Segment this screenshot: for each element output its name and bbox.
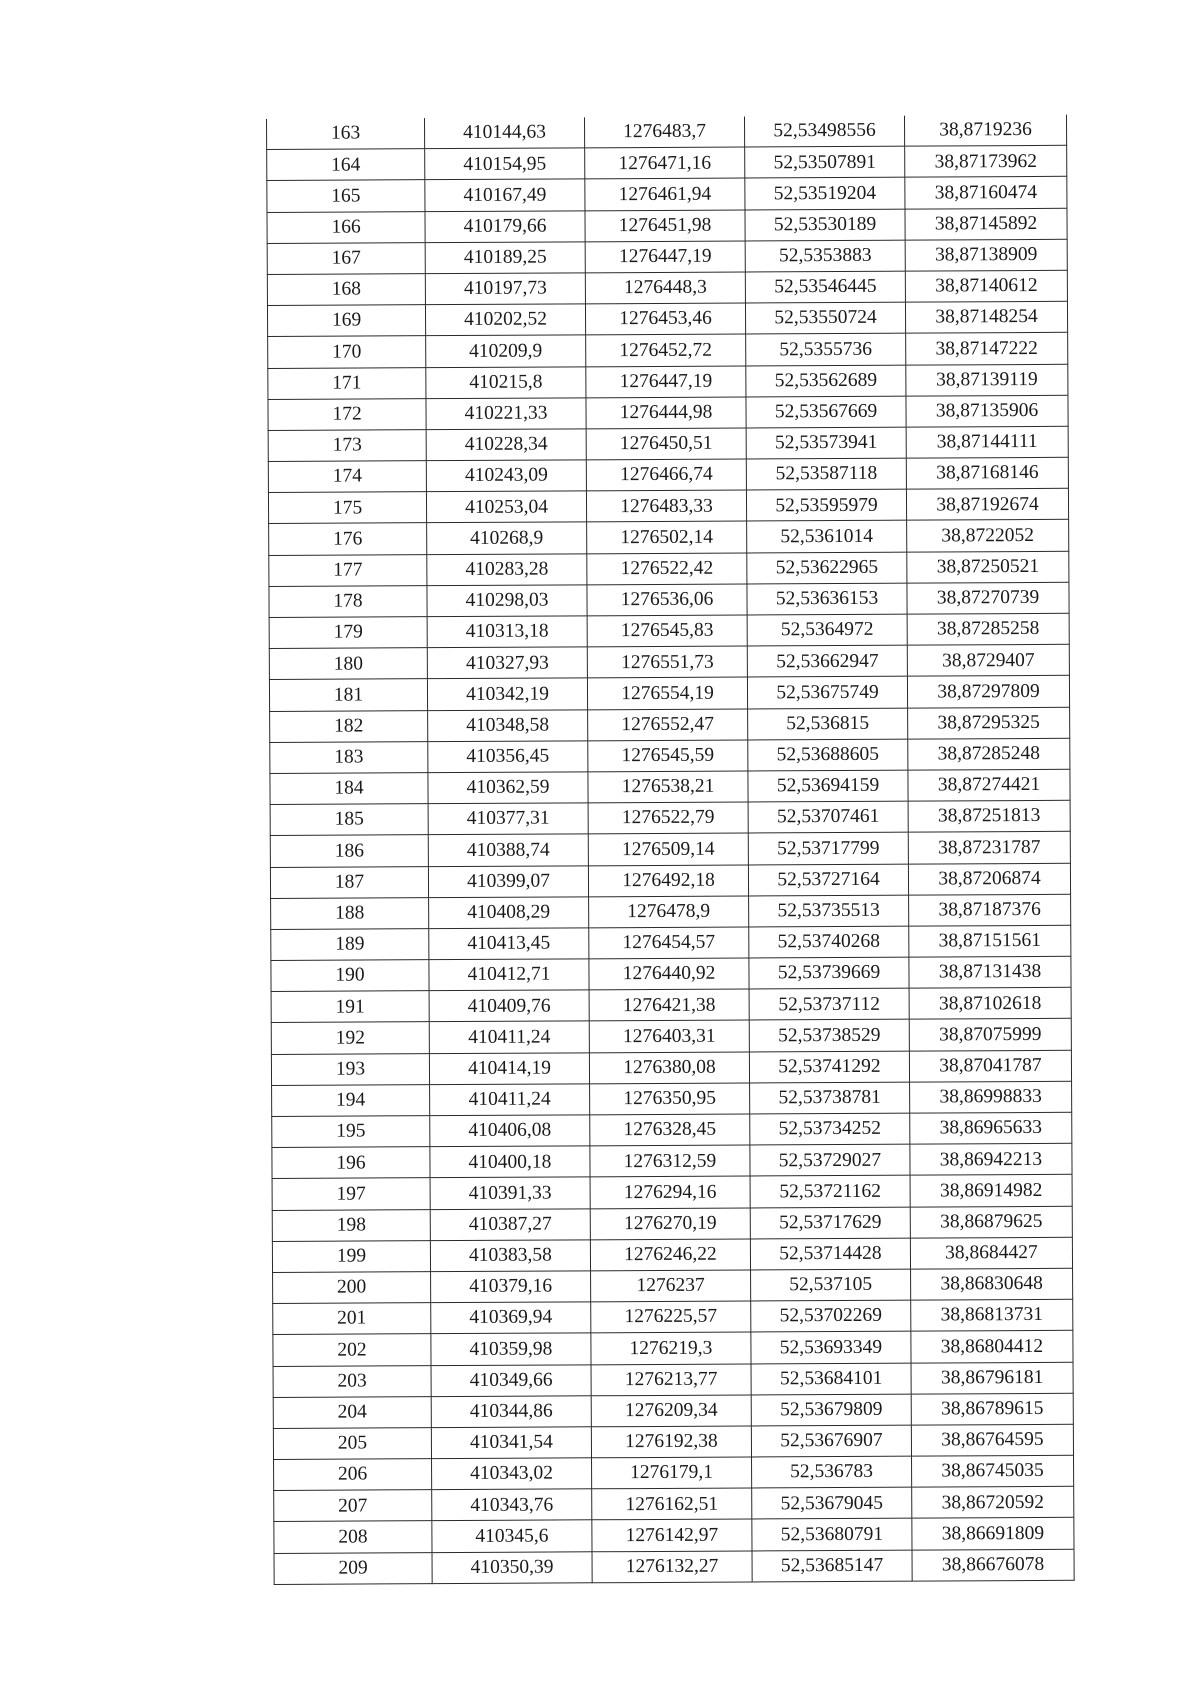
longitude-cell: 38,87131438 (909, 956, 1071, 988)
point-number-cell: 199 (272, 1240, 430, 1272)
longitude-cell: 38,87270739 (907, 582, 1069, 614)
longitude-cell: 38,87160474 (905, 177, 1067, 209)
point-number-cell: 192 (271, 1022, 429, 1054)
latitude-cell: 52,53498556 (744, 116, 904, 148)
latitude-cell: 52,53729027 (750, 1144, 910, 1176)
table-row (270, 800, 1070, 835)
table-row (269, 582, 1069, 617)
table-row (269, 551, 1069, 586)
point-number-cell: 191 (271, 991, 429, 1023)
y-coordinate-cell: 1276545,59 (588, 740, 748, 772)
y-coordinate-cell: 1276142,97 (592, 1519, 752, 1551)
longitude-cell: 38,87138909 (905, 239, 1067, 271)
latitude-cell: 52,5364972 (747, 614, 907, 646)
longitude-cell: 38,87297809 (907, 676, 1069, 708)
latitude-cell: 52,53740268 (749, 926, 909, 958)
latitude-cell: 52,53737112 (749, 988, 909, 1020)
latitude-cell: 52,53727164 (748, 864, 908, 896)
y-coordinate-cell: 1276380,08 (589, 1052, 749, 1084)
latitude-cell: 52,53679809 (751, 1394, 911, 1426)
latitude-cell: 52,5355736 (746, 333, 906, 365)
longitude-cell: 38,87144111 (906, 426, 1068, 458)
table-row (267, 301, 1067, 336)
longitude-cell: 38,87168146 (906, 457, 1068, 489)
table-row (267, 270, 1067, 305)
y-coordinate-cell: 1276454,57 (589, 927, 749, 959)
x-coordinate-cell: 410243,09 (426, 460, 586, 492)
table-row (270, 738, 1070, 773)
point-number-cell: 205 (273, 1428, 431, 1460)
longitude-cell: 38,86691809 (912, 1518, 1074, 1550)
latitude-cell: 52,53714428 (750, 1238, 910, 1270)
point-number-cell: 170 (268, 336, 426, 368)
y-coordinate-cell: 1276450,51 (586, 428, 746, 460)
y-coordinate-cell: 1276246,22 (590, 1239, 750, 1271)
y-coordinate-cell: 1276403,31 (589, 1020, 749, 1052)
table-row (271, 956, 1071, 991)
table-row (267, 145, 1067, 180)
y-coordinate-cell: 1276522,79 (588, 802, 748, 834)
x-coordinate-cell: 410400,18 (430, 1146, 590, 1178)
longitude-cell: 38,87285258 (907, 613, 1069, 645)
point-number-cell: 207 (274, 1490, 432, 1522)
table-row (268, 395, 1068, 430)
table-row (271, 1050, 1071, 1085)
latitude-cell: 52,53735513 (749, 895, 909, 927)
y-coordinate-cell: 1276213,77 (591, 1363, 751, 1395)
x-coordinate-cell: 410342,19 (427, 678, 587, 710)
latitude-cell: 52,53519204 (745, 178, 905, 210)
latitude-cell: 52,53707461 (748, 801, 908, 833)
latitude-cell: 52,53688605 (748, 739, 908, 771)
longitude-cell: 38,87151561 (909, 925, 1071, 957)
latitude-cell: 52,53562689 (746, 365, 906, 397)
table-row (268, 333, 1068, 368)
table-row (269, 676, 1069, 711)
point-number-cell: 167 (267, 242, 425, 274)
table-row (268, 364, 1068, 399)
x-coordinate-cell: 410209,9 (426, 335, 586, 367)
latitude-cell: 52,53530189 (745, 209, 905, 241)
table-row (274, 1455, 1074, 1490)
point-number-cell: 163 (267, 118, 425, 150)
point-number-cell: 186 (270, 835, 428, 867)
y-coordinate-cell: 1276294,16 (590, 1176, 750, 1208)
table-row (273, 1331, 1073, 1366)
y-coordinate-cell: 1276452,72 (586, 334, 746, 366)
longitude-cell: 38,87295325 (908, 707, 1070, 739)
x-coordinate-cell: 410388,74 (428, 834, 588, 866)
table-row (272, 1175, 1072, 1210)
latitude-cell: 52,53694159 (748, 770, 908, 802)
y-coordinate-cell: 1276448,3 (585, 272, 745, 304)
longitude-cell: 38,87231787 (908, 832, 1070, 864)
y-coordinate-cell: 1276483,33 (586, 490, 746, 522)
point-number-cell: 177 (269, 554, 427, 586)
y-coordinate-cell: 1276552,47 (588, 709, 748, 741)
latitude-cell: 52,53550724 (745, 302, 905, 334)
longitude-cell: 38,86942213 (910, 1143, 1072, 1175)
point-number-cell: 198 (272, 1209, 430, 1241)
y-coordinate-cell: 1276225,57 (591, 1301, 751, 1333)
point-number-cell: 176 (269, 523, 427, 555)
table-row (270, 832, 1070, 867)
table-row (273, 1362, 1073, 1397)
x-coordinate-cell: 410215,8 (426, 366, 586, 398)
longitude-cell: 38,86796181 (911, 1362, 1073, 1394)
x-coordinate-cell: 410283,28 (427, 553, 587, 585)
point-number-cell: 203 (273, 1365, 431, 1397)
y-coordinate-cell: 1276492,18 (588, 864, 748, 896)
x-coordinate-cell: 410406,08 (430, 1115, 590, 1147)
longitude-cell: 38,87102618 (909, 988, 1071, 1020)
point-number-cell: 187 (270, 866, 428, 898)
latitude-cell: 52,536783 (752, 1456, 912, 1488)
y-coordinate-cell: 1276522,42 (587, 553, 747, 585)
x-coordinate-cell: 410411,24 (429, 1021, 589, 1053)
table-row (272, 1206, 1072, 1241)
point-number-cell: 182 (270, 710, 428, 742)
y-coordinate-cell: 1276444,98 (586, 397, 746, 429)
longitude-cell: 38,87285248 (908, 738, 1070, 770)
x-coordinate-cell: 410202,52 (425, 304, 585, 336)
x-coordinate-cell: 410313,18 (427, 616, 587, 648)
x-coordinate-cell: 410343,76 (432, 1489, 592, 1521)
longitude-cell: 38,87145892 (905, 208, 1067, 240)
table-row (269, 613, 1069, 648)
table-row (274, 1549, 1074, 1584)
latitude-cell: 52,53675749 (747, 677, 907, 709)
table-row (268, 489, 1068, 524)
longitude-cell: 38,8684427 (910, 1237, 1072, 1269)
latitude-cell: 52,53721162 (750, 1176, 910, 1208)
point-number-cell: 184 (270, 773, 428, 805)
x-coordinate-cell: 410408,29 (429, 897, 589, 929)
point-number-cell: 196 (272, 1147, 430, 1179)
x-coordinate-cell: 410399,07 (428, 865, 588, 897)
longitude-cell: 38,86745035 (912, 1455, 1074, 1487)
table-row (272, 1081, 1072, 1116)
longitude-cell: 38,87250521 (907, 551, 1069, 583)
longitude-cell: 38,87206874 (908, 863, 1070, 895)
latitude-cell: 52,53573941 (746, 427, 906, 459)
y-coordinate-cell: 1276192,38 (591, 1426, 751, 1458)
longitude-cell: 38,87147222 (906, 333, 1068, 365)
y-coordinate-cell: 1276312,59 (590, 1145, 750, 1177)
x-coordinate-cell: 410383,58 (430, 1240, 590, 1272)
x-coordinate-cell: 410197,73 (425, 273, 585, 305)
x-coordinate-cell: 410343,02 (432, 1458, 592, 1490)
table-row (267, 208, 1067, 243)
point-number-cell: 202 (273, 1334, 431, 1366)
point-number-cell: 179 (269, 617, 427, 649)
point-number-cell: 194 (272, 1084, 430, 1116)
x-coordinate-cell: 410377,31 (428, 803, 588, 835)
y-coordinate-cell: 1276447,19 (585, 241, 745, 273)
latitude-cell: 52,53507891 (745, 146, 905, 178)
coordinates-table-body (267, 115, 1075, 1584)
table-row (268, 426, 1068, 461)
x-coordinate-cell: 410144,63 (424, 117, 584, 149)
x-coordinate-cell: 410167,49 (425, 179, 585, 211)
latitude-cell: 52,53738529 (749, 1020, 909, 1052)
x-coordinate-cell: 410350,39 (432, 1551, 592, 1583)
latitude-cell: 52,53717799 (748, 832, 908, 864)
longitude-cell: 38,87139119 (906, 364, 1068, 396)
longitude-cell: 38,8722052 (907, 520, 1069, 552)
point-number-cell: 173 (268, 430, 426, 462)
y-coordinate-cell: 1276328,45 (590, 1114, 750, 1146)
longitude-cell: 38,87173962 (905, 145, 1067, 177)
point-number-cell: 178 (269, 585, 427, 617)
longitude-cell: 38,86879625 (910, 1206, 1072, 1238)
y-coordinate-cell: 1276209,34 (591, 1395, 751, 1427)
point-number-cell: 193 (271, 1053, 429, 1085)
y-coordinate-cell: 1276545,83 (587, 615, 747, 647)
y-coordinate-cell: 1276466,74 (586, 459, 746, 491)
x-coordinate-cell: 410344,86 (431, 1396, 591, 1428)
y-coordinate-cell: 1276440,92 (589, 958, 749, 990)
y-coordinate-cell: 1276478,9 (589, 896, 749, 928)
longitude-cell: 38,87187376 (909, 894, 1071, 926)
table-row (271, 925, 1071, 960)
longitude-cell: 38,86830648 (911, 1268, 1073, 1300)
latitude-cell: 52,53739669 (749, 957, 909, 989)
point-number-cell: 175 (268, 492, 426, 524)
point-number-cell: 197 (272, 1178, 430, 1210)
latitude-cell: 52,536815 (748, 708, 908, 740)
table-row (270, 707, 1070, 742)
latitude-cell: 52,53567669 (746, 396, 906, 428)
x-coordinate-cell: 410228,34 (426, 429, 586, 461)
y-coordinate-cell: 1276132,27 (592, 1551, 752, 1583)
latitude-cell: 52,5353883 (745, 240, 905, 272)
y-coordinate-cell: 1276350,95 (590, 1083, 750, 1115)
point-number-cell: 185 (270, 804, 428, 836)
table-row (270, 769, 1070, 804)
latitude-cell: 52,53680791 (752, 1519, 912, 1551)
point-number-cell: 204 (273, 1396, 431, 1428)
longitude-cell: 38,87251813 (908, 800, 1070, 832)
point-number-cell: 171 (268, 367, 426, 399)
y-coordinate-cell: 1276538,21 (588, 771, 748, 803)
point-number-cell: 209 (274, 1552, 432, 1584)
latitude-cell: 52,53676907 (751, 1425, 911, 1457)
y-coordinate-cell: 1276551,73 (587, 646, 747, 678)
x-coordinate-cell: 410356,45 (428, 741, 588, 773)
y-coordinate-cell: 1276483,7 (584, 116, 744, 148)
x-coordinate-cell: 410414,19 (429, 1052, 589, 1084)
y-coordinate-cell: 1276179,1 (592, 1457, 752, 1489)
latitude-cell: 52,537105 (751, 1269, 911, 1301)
latitude-cell: 52,53734252 (750, 1113, 910, 1145)
longitude-cell: 38,86720592 (912, 1487, 1074, 1519)
x-coordinate-cell: 410341,54 (431, 1427, 591, 1459)
x-coordinate-cell: 410327,93 (427, 647, 587, 679)
y-coordinate-cell: 1276461,94 (585, 178, 745, 210)
latitude-cell: 52,53741292 (749, 1051, 909, 1083)
latitude-cell: 52,53636153 (747, 583, 907, 615)
table-row (273, 1424, 1073, 1459)
coordinates-table (266, 115, 1075, 1585)
point-number-cell: 174 (268, 461, 426, 493)
y-coordinate-cell: 1276536,06 (587, 584, 747, 616)
point-number-cell: 172 (268, 398, 426, 430)
point-number-cell: 183 (270, 741, 428, 773)
point-number-cell: 190 (271, 960, 429, 992)
point-number-cell: 206 (274, 1459, 432, 1491)
y-coordinate-cell: 1276453,46 (585, 303, 745, 335)
x-coordinate-cell: 410409,76 (429, 990, 589, 1022)
longitude-cell: 38,8729407 (907, 644, 1069, 676)
longitude-cell: 38,86914982 (910, 1175, 1072, 1207)
latitude-cell: 52,53679045 (752, 1487, 912, 1519)
table-row (274, 1487, 1074, 1522)
table-row (269, 644, 1069, 679)
longitude-cell: 38,87135906 (906, 395, 1068, 427)
latitude-cell: 52,53693349 (751, 1331, 911, 1363)
table-row (267, 177, 1067, 212)
latitude-cell: 52,53546445 (745, 271, 905, 303)
latitude-cell: 52,53717629 (750, 1207, 910, 1239)
point-number-cell: 166 (267, 211, 425, 243)
table-row (272, 1143, 1072, 1178)
table-row (273, 1268, 1073, 1303)
table-row (269, 520, 1069, 555)
x-coordinate-cell: 410379,16 (431, 1271, 591, 1303)
table-row (268, 457, 1068, 492)
x-coordinate-cell: 410154,95 (425, 148, 585, 180)
x-coordinate-cell: 410391,33 (430, 1177, 590, 1209)
table-row (272, 1237, 1072, 1272)
y-coordinate-cell: 1276502,14 (587, 521, 747, 553)
longitude-cell: 38,87148254 (905, 301, 1067, 333)
y-coordinate-cell: 1276162,51 (592, 1488, 752, 1520)
table-row (271, 1019, 1071, 1054)
x-coordinate-cell: 410349,66 (431, 1364, 591, 1396)
longitude-cell: 38,86998833 (910, 1081, 1072, 1113)
table-row (272, 1112, 1072, 1147)
x-coordinate-cell: 410179,66 (425, 210, 585, 242)
x-coordinate-cell: 410298,03 (427, 585, 587, 617)
longitude-cell: 38,87041787 (909, 1050, 1071, 1082)
table-row (273, 1299, 1073, 1334)
longitude-cell: 38,86676078 (912, 1549, 1074, 1581)
latitude-cell: 52,5361014 (747, 521, 907, 553)
longitude-cell: 38,86813731 (911, 1299, 1073, 1331)
point-number-cell: 189 (271, 929, 429, 961)
x-coordinate-cell: 410411,24 (430, 1084, 590, 1116)
longitude-cell: 38,86965633 (910, 1112, 1072, 1144)
table-row (271, 988, 1071, 1023)
y-coordinate-cell: 1276451,98 (585, 210, 745, 242)
point-number-cell: 165 (267, 180, 425, 212)
point-number-cell: 169 (267, 305, 425, 337)
y-coordinate-cell: 1276237 (591, 1270, 751, 1302)
x-coordinate-cell: 410369,94 (431, 1302, 591, 1334)
latitude-cell: 52,53685147 (752, 1550, 912, 1582)
latitude-cell: 52,53684101 (751, 1363, 911, 1395)
x-coordinate-cell: 410387,27 (430, 1208, 590, 1240)
latitude-cell: 52,53587118 (746, 458, 906, 490)
table-row (273, 1393, 1073, 1428)
table-row (267, 115, 1067, 150)
point-number-cell: 180 (269, 648, 427, 680)
x-coordinate-cell: 410221,33 (426, 398, 586, 430)
table-row (271, 894, 1071, 929)
point-number-cell: 208 (274, 1521, 432, 1553)
latitude-cell: 52,53738781 (750, 1082, 910, 1114)
longitude-cell: 38,8719236 (904, 115, 1066, 147)
point-number-cell: 188 (271, 897, 429, 929)
latitude-cell: 52,53595979 (746, 489, 906, 521)
point-number-cell: 168 (267, 274, 425, 306)
table-row (270, 863, 1070, 898)
x-coordinate-cell: 410362,59 (428, 772, 588, 804)
y-coordinate-cell: 1276270,19 (590, 1208, 750, 1240)
latitude-cell: 52,53702269 (751, 1300, 911, 1332)
x-coordinate-cell: 410412,71 (429, 959, 589, 991)
y-coordinate-cell: 1276447,19 (586, 365, 746, 397)
table-row (274, 1518, 1074, 1553)
x-coordinate-cell: 410359,98 (431, 1333, 591, 1365)
longitude-cell: 38,87192674 (906, 489, 1068, 521)
y-coordinate-cell: 1276421,38 (589, 989, 749, 1021)
x-coordinate-cell: 410348,58 (428, 709, 588, 741)
longitude-cell: 38,87140612 (905, 270, 1067, 302)
longitude-cell: 38,87274421 (908, 769, 1070, 801)
table-row (267, 239, 1067, 274)
point-number-cell: 181 (269, 679, 427, 711)
x-coordinate-cell: 410253,04 (426, 491, 586, 523)
point-number-cell: 164 (267, 149, 425, 181)
latitude-cell: 52,53622965 (747, 552, 907, 584)
y-coordinate-cell: 1276554,19 (587, 677, 747, 709)
longitude-cell: 38,86804412 (911, 1331, 1073, 1363)
y-coordinate-cell: 1276219,3 (591, 1332, 751, 1364)
y-coordinate-cell: 1276509,14 (588, 833, 748, 865)
latitude-cell: 52,53662947 (747, 645, 907, 677)
longitude-cell: 38,87075999 (909, 1019, 1071, 1051)
point-number-cell: 195 (272, 1116, 430, 1148)
x-coordinate-cell: 410268,9 (427, 522, 587, 554)
point-number-cell: 200 (273, 1272, 431, 1304)
x-coordinate-cell: 410413,45 (429, 928, 589, 960)
longitude-cell: 38,86789615 (911, 1393, 1073, 1425)
point-number-cell: 201 (273, 1303, 431, 1335)
y-coordinate-cell: 1276471,16 (585, 147, 745, 179)
x-coordinate-cell: 410345,6 (432, 1520, 592, 1552)
longitude-cell: 38,86764595 (911, 1424, 1073, 1456)
x-coordinate-cell: 410189,25 (425, 242, 585, 274)
